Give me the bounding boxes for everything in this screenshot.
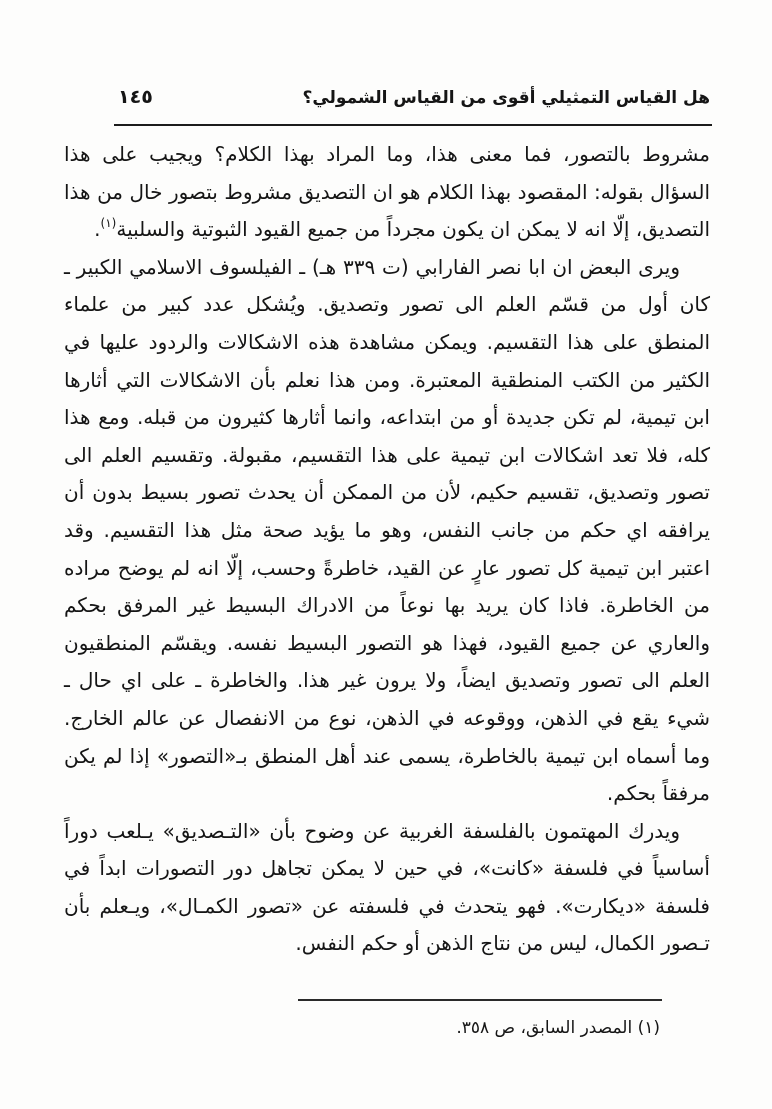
paragraph: ويدرك المهتمون بالفلسفة الغربية عن وضوح بأن «التـصديق» يـلعب دوراً أساسياً في فلسفة «كانت»، في حين لا يمكن تجاهل دور التصورات ابداً في فلسفة «ديكارت». فهو يتحدث في فلسفته عن «تصور الكمـال»، ويـعلم بأن تـصور الكمال، ليس من نتاج الذهن أو حكم النفس. xyxy=(64,818,710,956)
footnote-text: المصدر السابق، ص ٣٥٨. xyxy=(456,1018,633,1038)
footnote xyxy=(456,1013,660,1043)
footnote-marker: (١) xyxy=(637,1018,660,1038)
header-rule xyxy=(114,124,712,126)
footnote-reference: (١) xyxy=(100,216,117,231)
footnote-separator-rule xyxy=(298,999,662,1001)
body-text xyxy=(64,136,710,963)
paragraph: ويرى البعض ان ابا نصر الفارابي (ت ٣٣٩ هـ) ـ الفيلسوف الاسلامي الكبير ـ كان أول من قسّم العلم الى تصور وتصديق. ويُشكل عدد كبير من علماء المنطق على هذا التقسيم. ويمكن مشاهدة هذه الاشكالات والردود عليها في الكثير من الكتب المنطقية المعتبرة. ومن هذا نعلم بأن الاشكالات التي أثارها ابن تيمية، لم تكن جديدة أو من ابتداعه، وانما أثارها كثيرون من قبله. ومع هذا كله، فلا تعد اشكالات ابن تيمية على هذا التقسيم، مقبولة. وتقسيم العلم الى تصور وتصديق، تقسيم حكيم، لأن من الممكن أن يحدث تصور بسيط بدون أن يرافقه اي حكم من جانب النفس، وهو ما يؤيد صحة مثل هذا التقسيم. وقد اعتبر ابن تيمية كل تصور عارٍ عن القيد، خاطرةً وحسب، إلّا انه لم يوضح مراده من الخاطرة. فاذا كان يريد بها نوعاً من الادراك البسيط غير المرفق بحكم والعاري عن جميع القيود، فهذا هو التصور البسيط نفسه. ويقسّم المنطقيون العلم الى تصور وتصديق ايضاً، ولا يرون غير هذا. والخاطرة ـ على اي حال ـ شيء يقع في الذهن، ووقوعه في الذهن، نوع من الانفصال عن عالم الخارج. وما أسماه ابن تيمية بالخاطرة، يسمى عند أهل المنطق بـ«التصور» إذا لم يكن مرفقاً بحكم. xyxy=(64,254,710,806)
running-header-title: هل القياس التمثيلي أقوى من القياس الشمولي؟ xyxy=(302,88,710,108)
page-number: ١٤٥ xyxy=(118,86,153,108)
paragraph: مشروط بالتصور، فما معنى هذا، وما المراد بهذا الكلام؟ ويجيب على هذا السؤال بقوله: المقصود بهذا الكلام هو ان التصديق مشروط بتصور خال من هذا التصديق، إلّا انه لا يمكن ان يكون مجرداً من جميع القيود الثبوتية والسلبية$^{(١)}$. xyxy=(64,142,710,242)
